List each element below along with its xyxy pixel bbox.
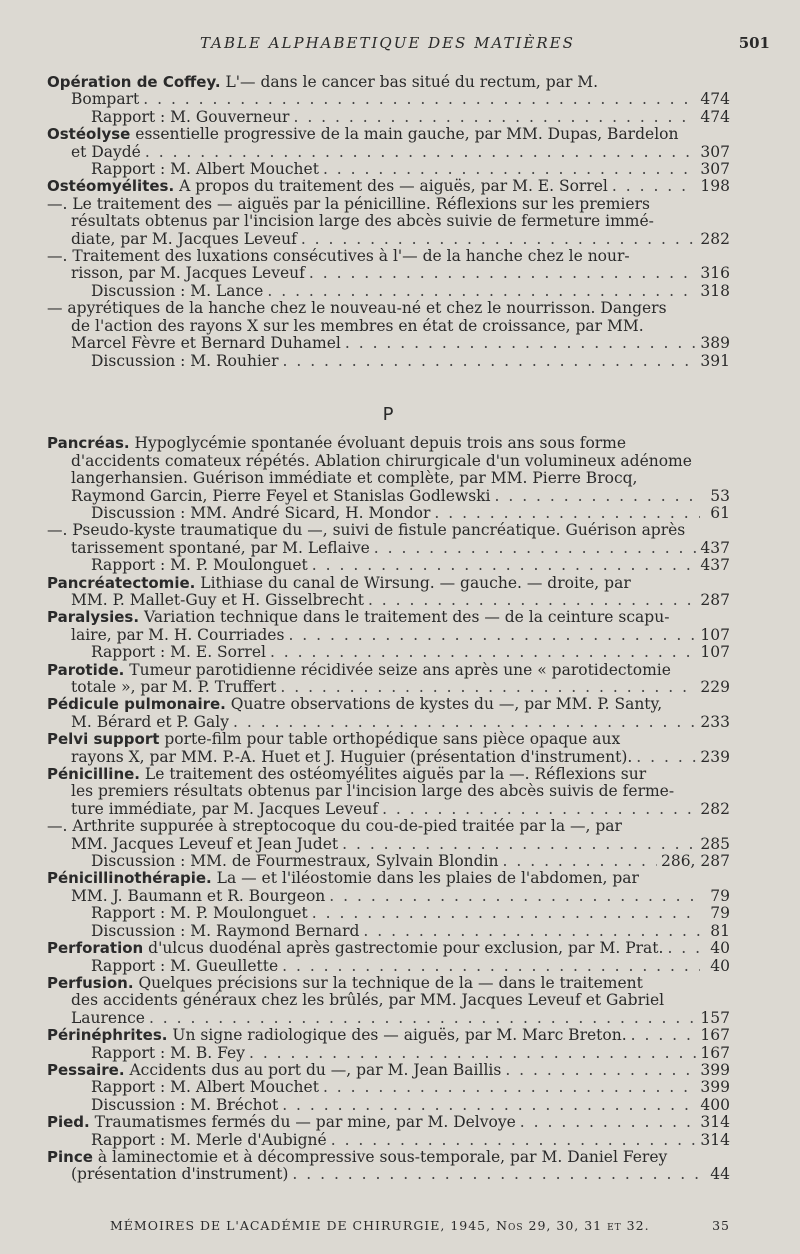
entry-body: résultats obtenus par l'incision large des abcès suivie de fermeture immé- [71,213,654,231]
index-line [47,91,730,108]
page-reference: 287 [700,590,730,609]
entry-text [91,958,278,975]
index-headword: Pénicillinothérapie. [47,870,212,888]
index-line [47,975,730,992]
page-reference: 437 [700,538,730,557]
leader-dots [667,940,700,957]
page-number: 501 [738,34,770,52]
page-reference: 157 [700,1008,730,1027]
entry-text [91,923,359,940]
entry-body: de l'action des rayons X sur les membres en état de croissance, par MM. [71,317,644,335]
entry-body: — apyrétiques de la hanche chez le nouveau-né et chez le nourrisson. Dangers [47,300,667,318]
entry-text [47,178,608,195]
leader-dots [323,1079,696,1096]
index-headword: Paralysies. [47,609,140,627]
entry-body: Traumatismes fermés du — par mine, par M. Delvoye [89,1113,516,1132]
index-headword: Périnéphrites. [47,1026,168,1045]
index-line [47,435,730,452]
index-section-p [47,435,730,1183]
entry-text [47,1114,516,1131]
entry-body: diate, par M. Jacques Leveuf [71,229,297,248]
page-reference: 285 [700,834,730,853]
index-line [47,540,730,557]
index-line [47,679,730,696]
entry-body: Hypoglycémie spontanée évoluant depuis trois ans sous forme [129,435,627,453]
index-section-o [47,74,730,370]
index-line [47,470,730,487]
entry-body: MM. P. Mallet-Guy et H. Gisselbrecht [71,590,364,609]
page-reference: 318 [700,281,730,300]
page-reference: 198 [700,177,730,196]
leader-dots [636,749,696,766]
index-line [47,853,730,870]
page-reference: 239 [700,747,730,766]
page-reference: 107 [700,643,730,662]
page-reference: 53 [710,486,730,505]
entry-text [71,335,341,352]
index-line [47,265,730,282]
entry-body: Discussion : MM. de Fourmestraux, Sylvain Blondin [91,852,499,871]
page-reference: 437 [700,556,730,575]
page-reference: 40 [710,956,730,975]
index-line [47,923,730,940]
index-line [47,161,730,178]
page-reference: 314 [700,1130,730,1149]
index-line [47,1114,730,1131]
entry-body: Rapport : M. Gueullette [91,956,279,975]
entry-body: ture immédiate, par M. Jacques Leveuf [71,799,379,818]
index-headword: Parotide. [47,661,125,679]
page-reference: 474 [700,90,730,109]
entry-text [71,1166,288,1183]
entry-text [91,905,308,922]
index-line [47,1027,730,1044]
index-line [47,749,730,766]
entry-text [91,1097,278,1114]
index-line [47,126,730,143]
entry-text [71,749,632,766]
page-reference: 399 [700,1060,730,1079]
entry-body: Tumeur parotidienne récidivée seize ans après une « parotidectomie [124,661,671,679]
leader-dots [280,679,696,696]
entry-body: Quatre observations de kystes du —, par MM. P. Santy, [225,696,663,714]
index-headword: Ostéomyélites. [47,177,175,196]
entry-text [91,1079,319,1096]
page-reference: 167 [700,1026,730,1045]
page-reference: 314 [700,1113,730,1132]
page-reference: 400 [700,1095,730,1114]
index-line [47,335,730,352]
index-line [47,300,730,317]
index-line [47,1166,730,1183]
index-line [47,870,730,887]
index-line [47,1045,730,1062]
index-headword: Pied. [47,1113,90,1132]
entry-body: Discussion : M. Raymond Bernard [91,921,360,940]
leader-dots [288,627,696,644]
entry-body: Discussion : M. Rouhier [91,351,279,370]
index-line [47,109,730,126]
entry-body: langerhansien. Guérison immédiate et complète, par MM. Pierre Brocq, [71,470,638,488]
entry-body: Quelques précisions sur la technique de la — dans le traitement [133,974,643,992]
leader-dots [309,265,697,282]
index-line [47,609,730,626]
entry-body: Un signe radiologique des — aiguës, par M. Marc Breton. [167,1026,627,1045]
entry-body: Rapport : M. P. Moulonguet [91,904,308,923]
entry-text [91,1045,245,1062]
page-reference: 229 [700,678,730,696]
leader-dots [503,853,657,870]
entry-text [91,283,263,300]
index-line [47,818,730,835]
index-line [47,1149,730,1166]
index-line [47,783,730,800]
index-line [47,488,730,505]
index-line [47,505,730,522]
entry-body: Rapport : M. Merle d'Aubigné [91,1130,327,1149]
index-line [47,248,730,265]
entry-body: d'accidents comateux répétés. Ablation chirurgicale d'un volumineux adénome [71,452,692,470]
index-line [47,714,730,731]
entry-body: Rapport : M. Albert Mouchet [91,160,319,179]
index-line [47,557,730,574]
entry-text [91,853,499,870]
leader-dots [149,1010,696,1027]
page-reference: 391 [700,351,730,370]
entry-body: —. Traitement des luxations consécutives à l'— de la hanche chez le nour- [47,248,630,266]
page-reference: 399 [700,1078,730,1097]
page-reference: 307 [700,142,730,161]
index-headword: Perforation [47,939,144,958]
index-line [47,958,730,975]
page-reference: 389 [700,334,730,353]
page-reference: 233 [700,712,730,731]
running-header [200,34,770,58]
index-headword: Opération de Coffey. [47,74,221,91]
leader-dots [612,178,697,195]
index-line [47,522,730,539]
index-content [47,74,730,1184]
leader-dots [267,283,696,300]
leader-dots [505,1062,696,1079]
index-headword: Pessaire. [47,1060,125,1079]
index-headword: Pelvi support [47,731,160,749]
index-headword: Ostéolyse [47,126,131,144]
entry-text [71,488,491,505]
entry-body: essentielle progressive de la main gauche, par MM. Dupas, Bardelon [130,126,679,144]
entry-text [91,644,266,661]
index-line [47,696,730,713]
index-line [47,575,730,592]
index-line [47,801,730,818]
leader-dots [363,923,700,940]
entry-text [71,627,284,644]
index-headword: Pédicule pulmonaire. [47,696,226,714]
index-line [47,318,730,335]
entry-body: MM. Jacques Leveuf et Jean Judet [71,834,339,853]
leader-dots [282,1097,696,1114]
leader-dots [520,1114,697,1131]
entry-body: Accidents dus au port du —, par M. Jean Baillis [124,1060,502,1079]
leader-dots [270,644,696,661]
index-line [47,213,730,230]
page-reference: 61 [710,503,730,522]
index-headword: Pancréatectomie. [47,574,196,592]
index-line [47,353,730,370]
index-line [47,836,730,853]
entry-body: Rapport : M. E. Sorrel [91,643,266,662]
entry-body: Marcel Fèvre et Bernard Duhamel [71,334,341,353]
entry-body: Bompart [71,90,140,109]
index-line [47,888,730,905]
entry-body: Le traitement des ostéomyélites aiguës par la —. Réflexions sur [140,766,647,784]
entry-body: Variation technique dans le traitement des — de la ceinture scapu- [139,609,670,627]
entry-text [71,801,378,818]
entry-body: Rapport : M. Gouverneur [91,107,290,126]
leader-dots [145,144,697,161]
page-reference: 316 [700,264,730,283]
page-reference: 107 [700,625,730,644]
leader-dots [329,888,700,905]
entry-body: —. Le traitement des — aiguës par la pénicilline. Réflexions sur les premiers [47,195,650,213]
leader-dots [495,488,701,505]
entry-body: risson, par M. Jacques Leveuf [71,264,305,283]
leader-dots [631,1027,697,1044]
entry-body: Laurence [71,1008,145,1027]
page-reference: 79 [710,886,730,905]
page-reference: 167 [700,1043,730,1062]
page-reference: 307 [700,160,730,179]
entry-body: et Daydé [71,142,141,161]
footer-page-number: 35 [712,1218,730,1233]
index-line [47,592,730,609]
entry-body: porte-film pour table orthopédique sans pièce opaque aux [159,731,621,749]
index-line [47,283,730,300]
leader-dots [342,836,696,853]
entry-body: totale », par M. P. Truffert [71,678,277,696]
index-line [47,1062,730,1079]
page-title: TABLE ALPHABETIQUE DES MATIÈRES [200,34,575,52]
index-line [47,1132,730,1149]
entry-text [71,540,370,557]
index-line [47,231,730,248]
leader-dots [368,592,696,609]
entry-body: des accidents généraux chez les brûlés, par MM. Jacques Leveuf et Gabriel [71,992,665,1010]
page-reference: 44 [710,1165,730,1184]
section-letter: P [382,403,395,425]
leader-dots [345,335,697,352]
entry-body: —. Pseudo-kyste traumatique du —, suivi de fistule pancréatique. Guérison après [47,522,686,540]
leader-dots [312,557,697,574]
leader-dots [374,540,697,557]
index-headword: Pince [47,1148,93,1166]
index-headword: Pancréas. [47,435,130,453]
entry-body: Rapport : M. B. Fey [91,1043,245,1062]
entry-text [71,1010,145,1027]
entry-body: Discussion : M. Bréchot [91,1095,279,1114]
index-line [47,644,730,661]
index-line [47,1097,730,1114]
index-line [47,905,730,922]
entry-body: les premiers résultats obtenus par l'incision large des abcès suivis de ferme- [71,783,675,801]
leader-dots [301,231,697,248]
entry-text [47,1027,627,1044]
page-reference: 282 [700,229,730,248]
index-line [47,662,730,679]
entry-body: rayons X, par MM. P.-A. Huet et J. Huguier (présentation d'instrument). [71,747,633,766]
leader-dots [143,91,696,108]
index-line [47,1010,730,1027]
index-line [47,453,730,470]
leader-dots [331,1132,697,1149]
index-line [47,940,730,957]
index-line [47,627,730,644]
entry-text [71,265,305,282]
entry-text [91,109,289,126]
leader-dots [312,905,700,922]
leader-dots [382,801,696,818]
index-line [47,731,730,748]
entry-body: Raymond Garcin, Pierre Feyel et Stanislas Godlewski [71,486,491,505]
entry-text [71,144,141,161]
index-line [47,144,730,161]
index-headword: Pénicilline. [47,766,140,784]
page-reference: 40 [710,939,730,958]
index-line [47,178,730,195]
entry-body: M. Bérard et P. Galy [71,712,230,731]
index-line [47,196,730,213]
entry-body: Rapport : M. P. Moulonguet [91,556,308,575]
entry-body: à laminectomie et à décompressive sous-temporale, par M. Daniel Ferey [92,1148,668,1166]
entry-text [91,505,430,522]
entry-text [71,679,276,696]
page-reference: 282 [700,799,730,818]
leader-dots [292,1166,700,1183]
entry-body: MM. J. Baumann et R. Bourgeon [71,886,326,905]
entry-body: Lithiase du canal de Wirsung. — gauche. — droite, par [195,574,631,592]
entry-body: (présentation d'instrument) [71,1165,289,1184]
leader-dots [249,1045,696,1062]
entry-text [71,231,297,248]
leader-dots [323,161,696,178]
entry-text [47,940,663,957]
entry-text [71,714,229,731]
page-reference: 81 [710,921,730,940]
leader-dots [233,714,696,731]
entry-body: Discussion : M. Lance [91,281,264,300]
entry-text [71,836,338,853]
entry-text [71,91,139,108]
entry-text [91,353,279,370]
entry-body: laire, par M. H. Courriades [71,625,285,644]
index-headword: Perfusion. [47,974,134,992]
index-line [47,74,730,91]
entry-text [91,557,308,574]
entry-text [47,1062,501,1079]
entry-text [91,161,319,178]
entry-body: L'— dans le cancer bas situé du rectum, par M. [220,74,599,91]
entry-body: tarissement spontané, par M. Leflaive [71,538,370,557]
leader-dots [434,505,700,522]
page-reference: 79 [710,904,730,923]
entry-body: Discussion : MM. André Sicard, H. Mondor [91,503,431,522]
entry-text [91,1132,327,1149]
page-reference: 474 [700,107,730,126]
footer-text: MÉMOIRES DE L'ACADÉMIE DE CHIRURGIE, 1945, Nos 29, 30, 31 et 32. [110,1218,650,1233]
page-reference: 286, 287 [660,852,730,871]
entry-body: d'ulcus duodénal après gastrectomie pour exclusion, par M. Prat. [143,939,664,958]
entry-body: A propos du traitement des — aiguës, par M. E. Sorrel [174,177,608,196]
entry-body: —. Arthrite suppurée à streptocoque du cou-de-pied traitée par la —, par [47,818,622,836]
leader-dots [282,958,700,975]
entry-text [71,592,364,609]
entry-body: Rapport : M. Albert Mouchet [91,1078,319,1097]
index-line [47,1079,730,1096]
entry-body: La — et l'iléostomie dans les plaies de l'abdomen, par [211,870,639,888]
index-line [47,992,730,1009]
entry-text [71,888,325,905]
leader-dots [293,109,696,126]
index-line [47,766,730,783]
leader-dots [283,353,697,370]
